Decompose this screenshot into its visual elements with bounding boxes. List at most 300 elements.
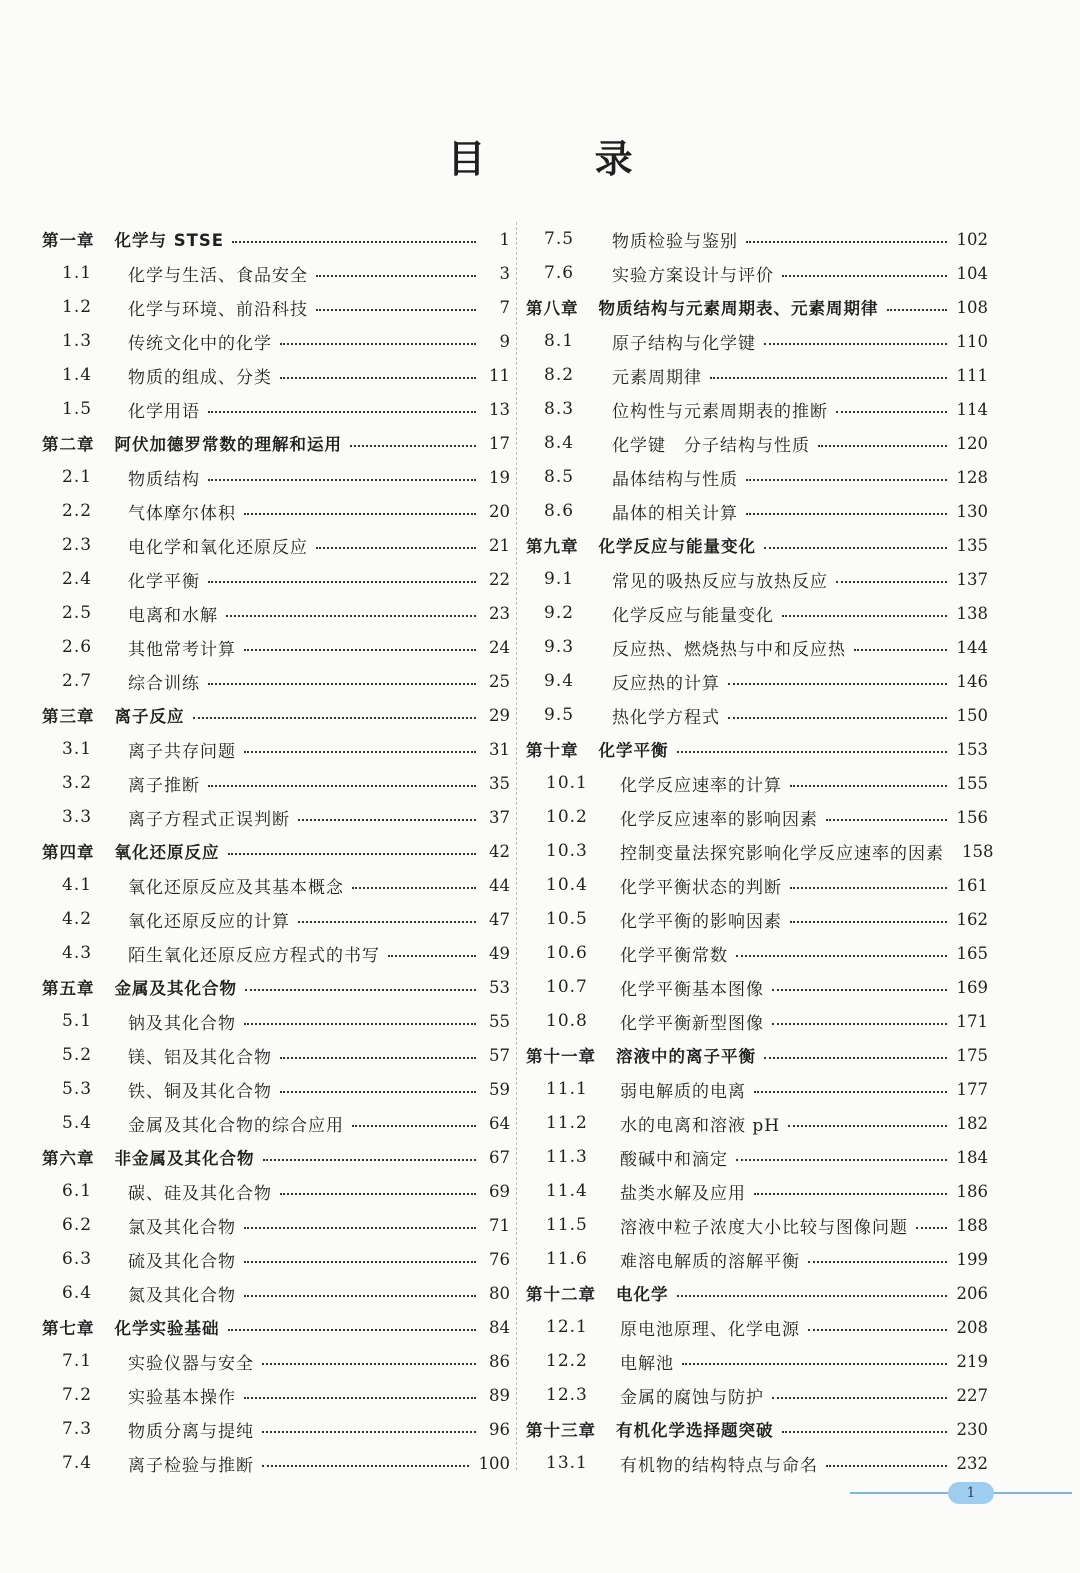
chapter-title: 物质结构与元素周期表、元素周期律: [598, 299, 879, 318]
toc-section-entry[interactable]: [526, 1174, 988, 1208]
toc-section-entry[interactable]: [42, 936, 510, 970]
section-title: 常见的吸热反应与放热反应: [612, 571, 828, 592]
page-number: 108: [956, 297, 988, 317]
section-title: 传统文化中的化学: [128, 333, 272, 354]
toc-section-entry[interactable]: [42, 1208, 510, 1242]
section-number: 8.3: [544, 399, 575, 419]
chapter-number: 第三章: [42, 707, 95, 726]
leader-dots: [782, 614, 947, 617]
page-number: 232: [956, 1453, 988, 1473]
leader-dots: [208, 410, 476, 413]
toc-section-entry[interactable]: [42, 392, 510, 426]
page-number: 110: [956, 331, 988, 351]
toc-section-entry[interactable]: [42, 528, 510, 562]
leader-dots: [263, 1158, 477, 1161]
section-number: 3.3: [62, 807, 93, 827]
toc-section-entry[interactable]: [526, 834, 994, 868]
leader-dots: [728, 682, 947, 685]
toc-chapter-entry[interactable]: [42, 222, 510, 256]
toc-section-entry[interactable]: [526, 494, 988, 528]
section-number: 12.2: [546, 1351, 588, 1371]
section-title: 反应热、燃烧热与中和反应热: [612, 639, 846, 660]
toc-section-entry[interactable]: [42, 596, 510, 630]
leader-dots: [208, 478, 476, 481]
section-title: 化学用语: [128, 401, 200, 422]
toc-chapter-entry[interactable]: [526, 1412, 988, 1446]
toc-section-entry[interactable]: [526, 1140, 988, 1174]
toc-section-entry[interactable]: [42, 1038, 510, 1072]
page-number: 31: [489, 739, 510, 759]
page-number: 230: [956, 1419, 988, 1439]
leader-dots: [746, 512, 947, 515]
page-number: 102: [956, 229, 988, 249]
chapter-title: 阿伏加德罗常数的理解和运用: [114, 435, 342, 454]
section-number: 1.3: [62, 331, 93, 351]
section-number: 10.8: [546, 1011, 588, 1031]
section-number: 7.1: [62, 1351, 93, 1371]
toc-section-entry[interactable]: [42, 358, 510, 392]
page-number: 13: [489, 399, 510, 419]
page-number: 111: [956, 365, 988, 385]
leader-dots: [772, 1022, 947, 1025]
section-number: 7.3: [62, 1419, 93, 1439]
toc-chapter-entry[interactable]: [42, 834, 510, 868]
section-number: 11.3: [546, 1147, 588, 1167]
section-title: 离子检验与推断: [128, 1455, 254, 1476]
section-number: 7.6: [544, 263, 575, 283]
toc-section-entry[interactable]: [42, 1004, 510, 1038]
page-number: 55: [489, 1011, 510, 1031]
leader-dots: [826, 1464, 947, 1467]
page-number: 24: [489, 637, 510, 657]
leader-dots: [193, 716, 477, 719]
toc-section-entry[interactable]: [526, 1446, 988, 1480]
toc-section-entry[interactable]: [526, 698, 988, 732]
page-number: 9: [499, 331, 510, 351]
section-number: 10.2: [546, 807, 588, 827]
section-title: 弱电解质的电离: [620, 1081, 746, 1102]
section-title: 硫及其化合物: [128, 1251, 236, 1272]
section-number: 10.3: [546, 841, 588, 861]
section-number: 10.4: [546, 875, 588, 895]
section-title: 电化学和氧化还原反应: [128, 537, 308, 558]
page-number: 161: [956, 875, 988, 895]
toc-section-entry[interactable]: [526, 1208, 988, 1242]
leader-dots: [764, 1056, 947, 1059]
section-title: 化学反应与能量变化: [612, 605, 774, 626]
toc-section-entry[interactable]: [42, 664, 510, 698]
section-title: 酸碱中和滴定: [620, 1149, 728, 1170]
section-number: 7.2: [62, 1385, 93, 1405]
section-number: 8.5: [544, 467, 575, 487]
section-title: 物质结构: [128, 469, 200, 490]
toc-section-entry[interactable]: [526, 868, 988, 902]
section-title: 碳、硅及其化合物: [128, 1183, 272, 1204]
page-number: 171: [956, 1011, 988, 1031]
section-number: 5.4: [62, 1113, 93, 1133]
section-title: 氧化还原反应及其基本概念: [128, 877, 344, 898]
section-title: 离子共存问题: [128, 741, 236, 762]
leader-dots: [790, 784, 947, 787]
section-title: 盐类水解及应用: [620, 1183, 746, 1204]
section-number: 12.1: [546, 1317, 588, 1337]
toc-section-entry[interactable]: [526, 426, 988, 460]
page-number: 37: [489, 807, 510, 827]
page-number: 100: [478, 1453, 510, 1473]
page-number: 25: [489, 671, 510, 691]
toc-section-entry[interactable]: [42, 1446, 510, 1480]
page-number: 208: [956, 1317, 988, 1337]
leader-dots: [244, 1022, 476, 1025]
page-number: 76: [489, 1249, 510, 1269]
toc-section-entry[interactable]: [42, 868, 510, 902]
toc-section-entry[interactable]: [526, 324, 988, 358]
section-title: 水的电离和溶液 pH: [620, 1115, 781, 1136]
toc-section-entry[interactable]: [42, 800, 510, 834]
section-title: 位构性与元素周期表的推断: [612, 401, 828, 422]
toc-chapter-entry[interactable]: [526, 1038, 988, 1072]
leader-dots: [772, 1396, 947, 1399]
page-number: 155: [956, 773, 988, 793]
leader-dots: [836, 410, 947, 413]
chapter-title: 离子反应: [114, 707, 185, 726]
page-number: 219: [956, 1351, 988, 1371]
section-title: 氯及其化合物: [128, 1217, 236, 1238]
section-number: 7.4: [62, 1453, 93, 1473]
section-number: 8.1: [544, 331, 575, 351]
section-number: 6.1: [62, 1181, 93, 1201]
leader-dots: [352, 1124, 476, 1127]
toc-section-entry[interactable]: [526, 358, 988, 392]
toc-chapter-entry[interactable]: [42, 1140, 510, 1174]
section-number: 9.2: [544, 603, 575, 623]
section-number: 1.2: [62, 297, 93, 317]
leader-dots: [782, 274, 947, 277]
section-title: 实验仪器与安全: [128, 1353, 254, 1374]
section-title: 金属及其化合物的综合应用: [128, 1115, 344, 1136]
toc-section-entry[interactable]: [526, 1072, 988, 1106]
leader-dots: [298, 818, 476, 821]
page-number: 11: [489, 365, 510, 385]
page-number: 19: [489, 467, 510, 487]
toc-section-entry[interactable]: [42, 1106, 510, 1140]
chapter-number: 第十二章: [526, 1285, 596, 1304]
section-number: 12.3: [546, 1385, 588, 1405]
section-title: 晶体结构与性质: [612, 469, 738, 490]
toc-section-entry[interactable]: [42, 766, 510, 800]
leader-dots: [352, 886, 476, 889]
page-number: 17: [489, 433, 510, 453]
section-title: 难溶电解质的溶解平衡: [620, 1251, 800, 1272]
section-title: 化学平衡: [128, 571, 200, 592]
leader-dots: [244, 1226, 476, 1229]
toc-section-entry[interactable]: [526, 1378, 988, 1412]
section-title: 原电池原理、化学电源: [620, 1319, 800, 1340]
section-title: 氧化还原反应的计算: [128, 911, 290, 932]
toc-section-entry[interactable]: [526, 1004, 988, 1038]
toc-section-entry[interactable]: [42, 460, 510, 494]
section-number: 1.5: [62, 399, 93, 419]
section-title: 控制变量法探究影响化学反应速率的因素: [620, 843, 944, 864]
leader-dots: [244, 512, 476, 515]
section-number: 11.2: [546, 1113, 588, 1133]
toc-section-entry[interactable]: [42, 290, 510, 324]
toc-section-entry[interactable]: [526, 392, 988, 426]
toc-section-entry[interactable]: [526, 800, 988, 834]
section-title: 有机物的结构特点与命名: [620, 1455, 818, 1476]
chapter-number: 第六章: [42, 1149, 95, 1168]
page-number-badge: 1: [948, 1482, 994, 1504]
page-number: 80: [489, 1283, 510, 1303]
section-number: 4.2: [62, 909, 93, 929]
toc-section-entry[interactable]: [42, 1344, 510, 1378]
chapter-title: 化学反应与能量变化: [598, 537, 756, 556]
section-number: 11.6: [546, 1249, 588, 1269]
section-title: 离子方程式正误判断: [128, 809, 290, 830]
toc-chapter-entry[interactable]: [42, 426, 510, 460]
section-number: 2.7: [62, 671, 93, 691]
section-title: 元素周期律: [612, 367, 702, 388]
column-divider: [516, 222, 517, 1470]
section-title: 化学反应速率的影响因素: [620, 809, 818, 830]
section-number: 10.7: [546, 977, 588, 997]
section-number: 4.3: [62, 943, 93, 963]
chapter-number: 第十三章: [526, 1421, 596, 1440]
section-title: 化学平衡状态的判断: [620, 877, 782, 898]
page-number: 138: [956, 603, 988, 623]
section-number: 9.1: [544, 569, 575, 589]
toc-section-entry[interactable]: [526, 1106, 988, 1140]
section-number: 2.4: [62, 569, 93, 589]
toc-section-entry[interactable]: [526, 596, 988, 630]
toc-section-entry[interactable]: [526, 630, 988, 664]
toc-left-column: [42, 222, 510, 1480]
page-number: 71: [489, 1215, 510, 1235]
section-number: 6.2: [62, 1215, 93, 1235]
toc-section-entry[interactable]: [526, 766, 988, 800]
page-number: 23: [489, 603, 510, 623]
leader-dots: [244, 750, 476, 753]
section-title: 晶体的相关计算: [612, 503, 738, 524]
section-title: 溶液中粒子浓度大小比较与图像问题: [620, 1217, 908, 1238]
section-title: 化学反应速率的计算: [620, 775, 782, 796]
section-title: 化学键 分子结构与性质: [612, 435, 810, 456]
toc-section-entry[interactable]: [42, 1242, 510, 1276]
toc-section-entry[interactable]: [42, 630, 510, 664]
section-title: 金属的腐蚀与防护: [620, 1387, 764, 1408]
section-number: 10.6: [546, 943, 588, 963]
toc-section-entry[interactable]: [526, 664, 988, 698]
toc-section-entry[interactable]: [42, 494, 510, 528]
section-title: 其他常考计算: [128, 639, 236, 660]
section-number: 5.1: [62, 1011, 93, 1031]
toc-chapter-entry[interactable]: [42, 698, 510, 732]
page-number: 175: [956, 1045, 988, 1065]
section-number: 13.1: [546, 1453, 588, 1473]
leader-dots: [808, 1260, 947, 1263]
toc-chapter-entry[interactable]: [526, 290, 988, 324]
page-number: 59: [489, 1079, 510, 1099]
leader-dots: [728, 716, 947, 719]
page-number: 199: [956, 1249, 988, 1269]
section-number: 9.4: [544, 671, 575, 691]
leader-dots: [228, 1328, 477, 1331]
leader-dots: [736, 954, 947, 957]
toc-section-entry[interactable]: [42, 1276, 510, 1310]
section-number: 4.1: [62, 875, 93, 895]
toc-chapter-entry[interactable]: [526, 732, 988, 766]
leader-dots: [746, 240, 947, 243]
toc-section-entry[interactable]: [42, 1072, 510, 1106]
leader-dots: [316, 546, 476, 549]
page-number: 158: [962, 841, 994, 861]
leader-dots: [746, 478, 947, 481]
page-number: 53: [489, 977, 510, 997]
page-number: 206: [956, 1283, 988, 1303]
section-title: 实验方案设计与评价: [612, 265, 774, 286]
page-number: 1: [499, 229, 510, 249]
toc-chapter-entry[interactable]: [526, 528, 988, 562]
page-number: 89: [489, 1385, 510, 1405]
toc-section-entry[interactable]: [526, 1310, 988, 1344]
toc-section-entry[interactable]: [526, 970, 988, 1004]
toc-chapter-entry[interactable]: [42, 970, 510, 1004]
toc-section-entry[interactable]: [42, 1378, 510, 1412]
chapter-title: 溶液中的离子平衡: [616, 1047, 756, 1066]
chapter-title: 化学与 STSE: [114, 231, 225, 250]
page-number: 22: [489, 569, 510, 589]
chapter-title: 电化学: [616, 1285, 669, 1304]
leader-dots: [244, 1396, 476, 1399]
chapter-number: 第四章: [42, 843, 95, 862]
leader-dots: [208, 580, 476, 583]
toc-right-column: [526, 222, 994, 1480]
chapter-title: 化学实验基础: [114, 1319, 220, 1338]
section-number: 8.6: [544, 501, 575, 521]
leader-dots: [280, 376, 476, 379]
leader-dots: [808, 1328, 947, 1331]
leader-dots: [818, 444, 947, 447]
page-number: 135: [956, 535, 988, 555]
chapter-number: 第十一章: [526, 1047, 596, 1066]
section-number: 3.2: [62, 773, 93, 793]
page-number: 186: [956, 1181, 988, 1201]
section-number: 11.4: [546, 1181, 588, 1201]
section-title: 化学平衡常数: [620, 945, 728, 966]
page-number: 146: [956, 671, 988, 691]
toc-chapter-entry[interactable]: [42, 1310, 510, 1344]
page-number: 49: [489, 943, 510, 963]
section-number: 8.4: [544, 433, 575, 453]
leader-dots: [790, 920, 947, 923]
section-title: 钠及其化合物: [128, 1013, 236, 1034]
leader-dots: [826, 818, 947, 821]
page-number: 188: [956, 1215, 988, 1235]
toc-section-entry[interactable]: [526, 562, 988, 596]
section-title: 气体摩尔体积: [128, 503, 236, 524]
section-title: 氮及其化合物: [128, 1285, 236, 1306]
page-number: 144: [956, 637, 988, 657]
leader-dots: [244, 1294, 476, 1297]
chapter-number: 第七章: [42, 1319, 95, 1338]
page-number: 20: [489, 501, 510, 521]
page-number: 182: [956, 1113, 988, 1133]
page-number: 3: [499, 263, 510, 283]
section-title: 电解池: [620, 1353, 674, 1374]
page-number: 44: [489, 875, 510, 895]
page-number: 47: [489, 909, 510, 929]
toc-section-entry[interactable]: [526, 902, 988, 936]
leader-dots: [316, 274, 476, 277]
leader-dots: [228, 852, 477, 855]
leader-dots: [280, 342, 476, 345]
leader-dots: [772, 988, 947, 991]
toc-section-entry[interactable]: [42, 732, 510, 766]
toc-section-entry[interactable]: [42, 324, 510, 358]
section-number: 3.1: [62, 739, 93, 759]
section-title: 实验基本操作: [128, 1387, 236, 1408]
section-title: 化学平衡基本图像: [620, 979, 764, 1000]
page-number: 64: [489, 1113, 510, 1133]
leader-dots: [262, 1362, 476, 1365]
toc-section-entry[interactable]: [42, 902, 510, 936]
page-number: 29: [489, 705, 510, 725]
section-title: 原子结构与化学键: [612, 333, 756, 354]
toc-section-entry[interactable]: [42, 1174, 510, 1208]
section-title: 热化学方程式: [612, 707, 720, 728]
page-number: 120: [956, 433, 988, 453]
chapter-number: 第二章: [42, 435, 95, 454]
section-title: 铁、铜及其化合物: [128, 1081, 272, 1102]
section-number: 2.3: [62, 535, 93, 555]
section-number: 6.4: [62, 1283, 93, 1303]
leader-dots: [677, 1294, 947, 1297]
page-number: 114: [956, 399, 988, 419]
toc-section-entry[interactable]: [42, 256, 510, 290]
leader-dots: [262, 1430, 476, 1433]
leader-dots: [710, 376, 947, 379]
leader-dots: [754, 1090, 947, 1093]
toc-section-entry[interactable]: [526, 256, 988, 290]
toc-section-entry[interactable]: [42, 1412, 510, 1446]
toc-section-entry[interactable]: [526, 1344, 988, 1378]
leader-dots: [788, 1124, 946, 1127]
toc-section-entry[interactable]: [526, 460, 988, 494]
chapter-number: 第八章: [526, 299, 579, 318]
leader-dots: [226, 614, 476, 617]
toc-section-entry[interactable]: [526, 936, 988, 970]
section-number: 7.5: [544, 229, 575, 249]
page-number: 150: [956, 705, 988, 725]
leader-dots: [916, 1226, 947, 1229]
leader-dots: [245, 988, 476, 991]
section-title: 化学与环境、前沿科技: [128, 299, 308, 320]
section-number: 2.6: [62, 637, 93, 657]
section-title: 化学平衡新型图像: [620, 1013, 764, 1034]
toc-section-entry[interactable]: [526, 222, 988, 256]
toc-chapter-entry[interactable]: [526, 1276, 988, 1310]
section-title: 离子推断: [128, 775, 200, 796]
leader-dots: [887, 308, 947, 311]
page-number: 177: [956, 1079, 988, 1099]
page-number: 42: [489, 841, 510, 861]
section-title: 物质的组成、分类: [128, 367, 272, 388]
page-number: 130: [956, 501, 988, 521]
toc-section-entry[interactable]: [42, 562, 510, 596]
toc-section-entry[interactable]: [526, 1242, 988, 1276]
leader-dots: [854, 648, 947, 651]
page-number: 227: [956, 1385, 988, 1405]
